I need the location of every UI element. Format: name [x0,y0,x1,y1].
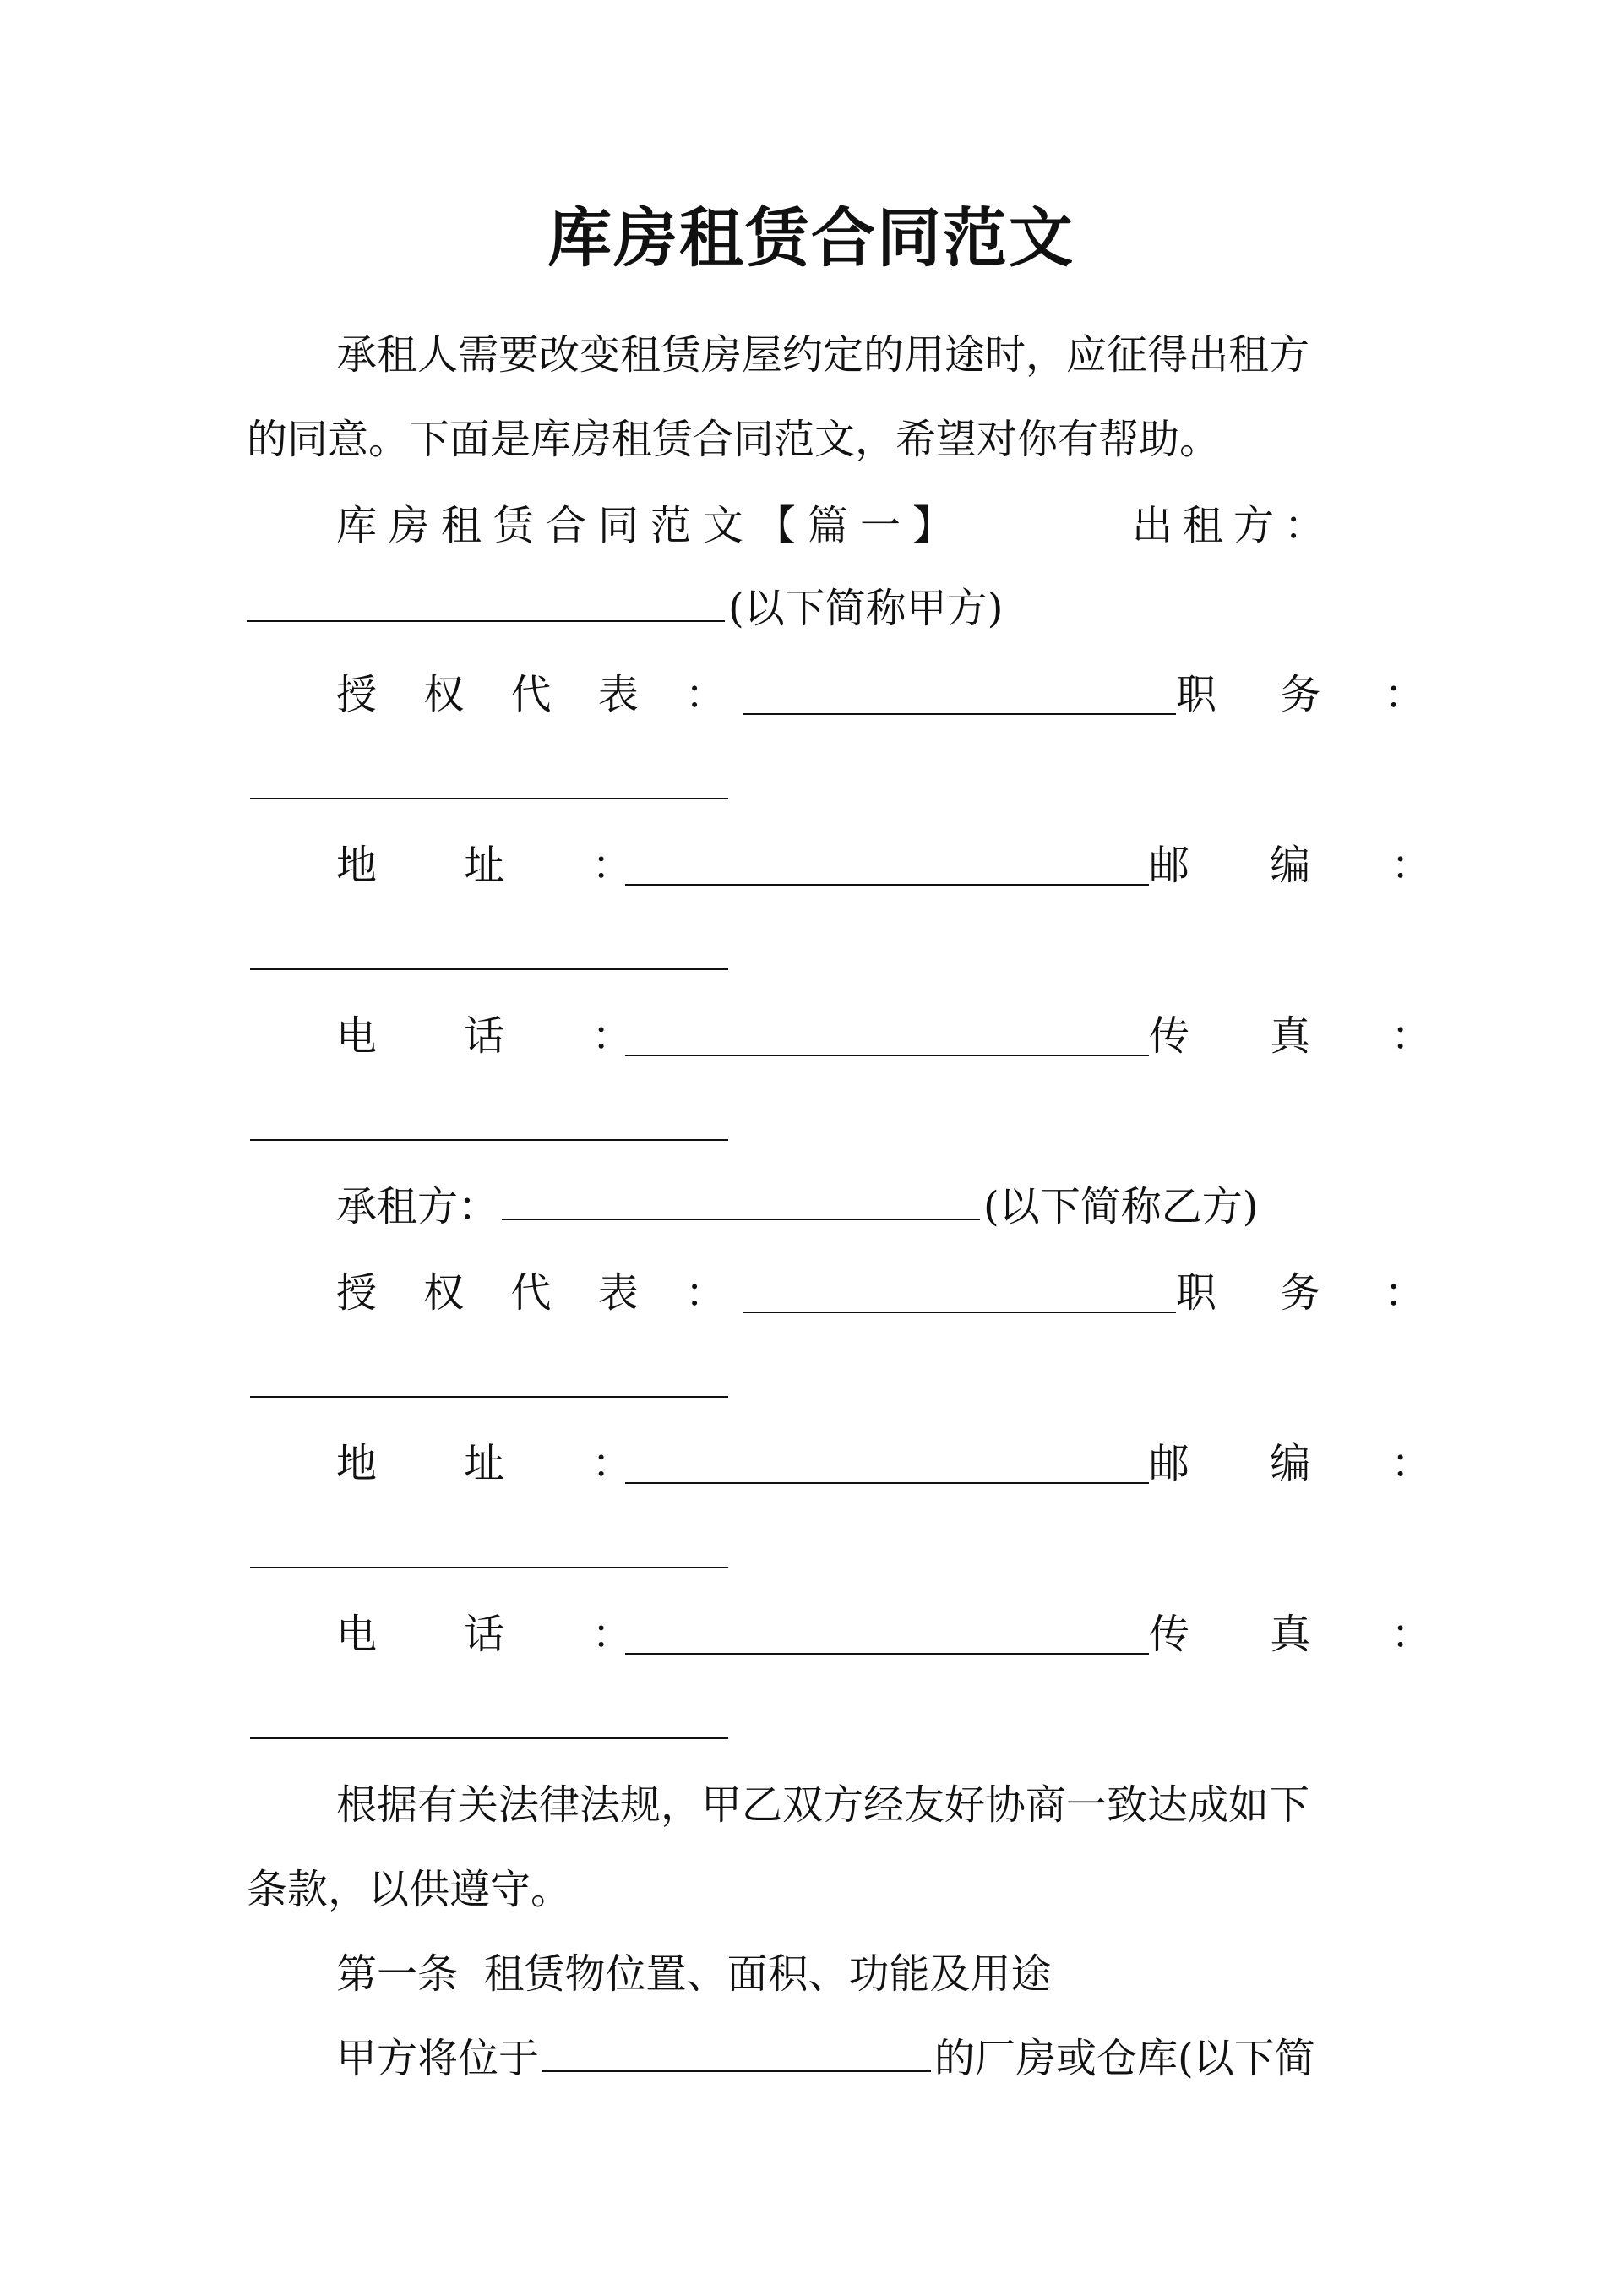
article-1-line-1 [336,2033,1315,2084]
lessee-address-label: 地 址 ： [336,1440,670,1487]
lessee-phone-label: 电 话 ： [336,1611,670,1658]
lessee-postcode-label: 邮 编 ： [1149,1440,1466,1487]
article-1-prefix: 甲方将位于 [336,2035,540,2082]
basis-line-1: 根据有关法律法规，甲乙双方经友好协商一致达成如下 [336,1781,1310,1829]
intro-line-1: 承租人需要改变租赁房屋约定的用途时，应征得出租方 [336,331,1310,379]
lessee-label: 承租方： [336,1183,499,1230]
lessee-postcode-blank[interactable] [250,1530,728,1568]
lessee-line [336,1181,1258,1232]
lessee-auth-rep-label: 授 权 代 表 ： [336,1269,743,1317]
lessor-phone-label: 电 话 ： [336,1012,670,1060]
lessee-address-blank[interactable] [625,1445,1149,1484]
article-1-title: 第一条 租赁物位置、面积、功能及用途 [336,1950,1052,1998]
lessor-postcode-label: 邮 编 ： [1149,842,1466,889]
intro-line-2: 的同意。下面是库房租赁合同范文，希望对你有帮助。 [247,416,1221,463]
lessor-position-label: 职 务 ： [1176,671,1451,718]
lessor-auth-rep-blank[interactable] [743,676,1176,715]
lessee-position-blank[interactable] [250,1359,728,1398]
lessee-position-label: 职 务 ： [1176,1269,1451,1317]
lessor-fax-label: 传 真 ： [1149,1012,1466,1060]
lessor-line [247,583,1003,634]
lessee-auth-rep-blank[interactable] [743,1274,1176,1313]
lessee-phone-blank[interactable] [625,1616,1149,1655]
section-heading: 库房租赁合同范文【篇一】 [336,502,966,549]
lessor-postcode-blank[interactable] [250,931,728,970]
lessee-suffix: (以下简称乙方) [983,1183,1259,1230]
lessee-fax-label: 传 真 ： [1149,1611,1466,1658]
lessee-name-blank[interactable] [502,1181,980,1220]
lessor-address-label: 地 址 ： [336,842,670,889]
lessor-name-blank[interactable] [247,583,725,622]
lessor-label: 出租方： [1132,502,1336,549]
lessor-suffix: (以下简称甲方) [728,585,1004,632]
document-title: 库房租赁合同范文 [547,200,1075,275]
basis-line-2: 条款，以供遵守。 [247,1866,572,1913]
lessor-phone-blank[interactable] [625,1017,1149,1056]
lessor-position-blank[interactable] [250,761,728,799]
lessor-fax-blank[interactable] [250,1102,728,1141]
article-1-suffix: 的厂房或仓库(以下简 [934,2035,1315,2082]
lessee-fax-blank[interactable] [250,1700,728,1739]
article-1-location-blank[interactable] [542,2033,931,2072]
lessor-address-blank[interactable] [625,847,1149,886]
lessor-auth-rep-label: 授 权 代 表 ： [336,671,743,718]
